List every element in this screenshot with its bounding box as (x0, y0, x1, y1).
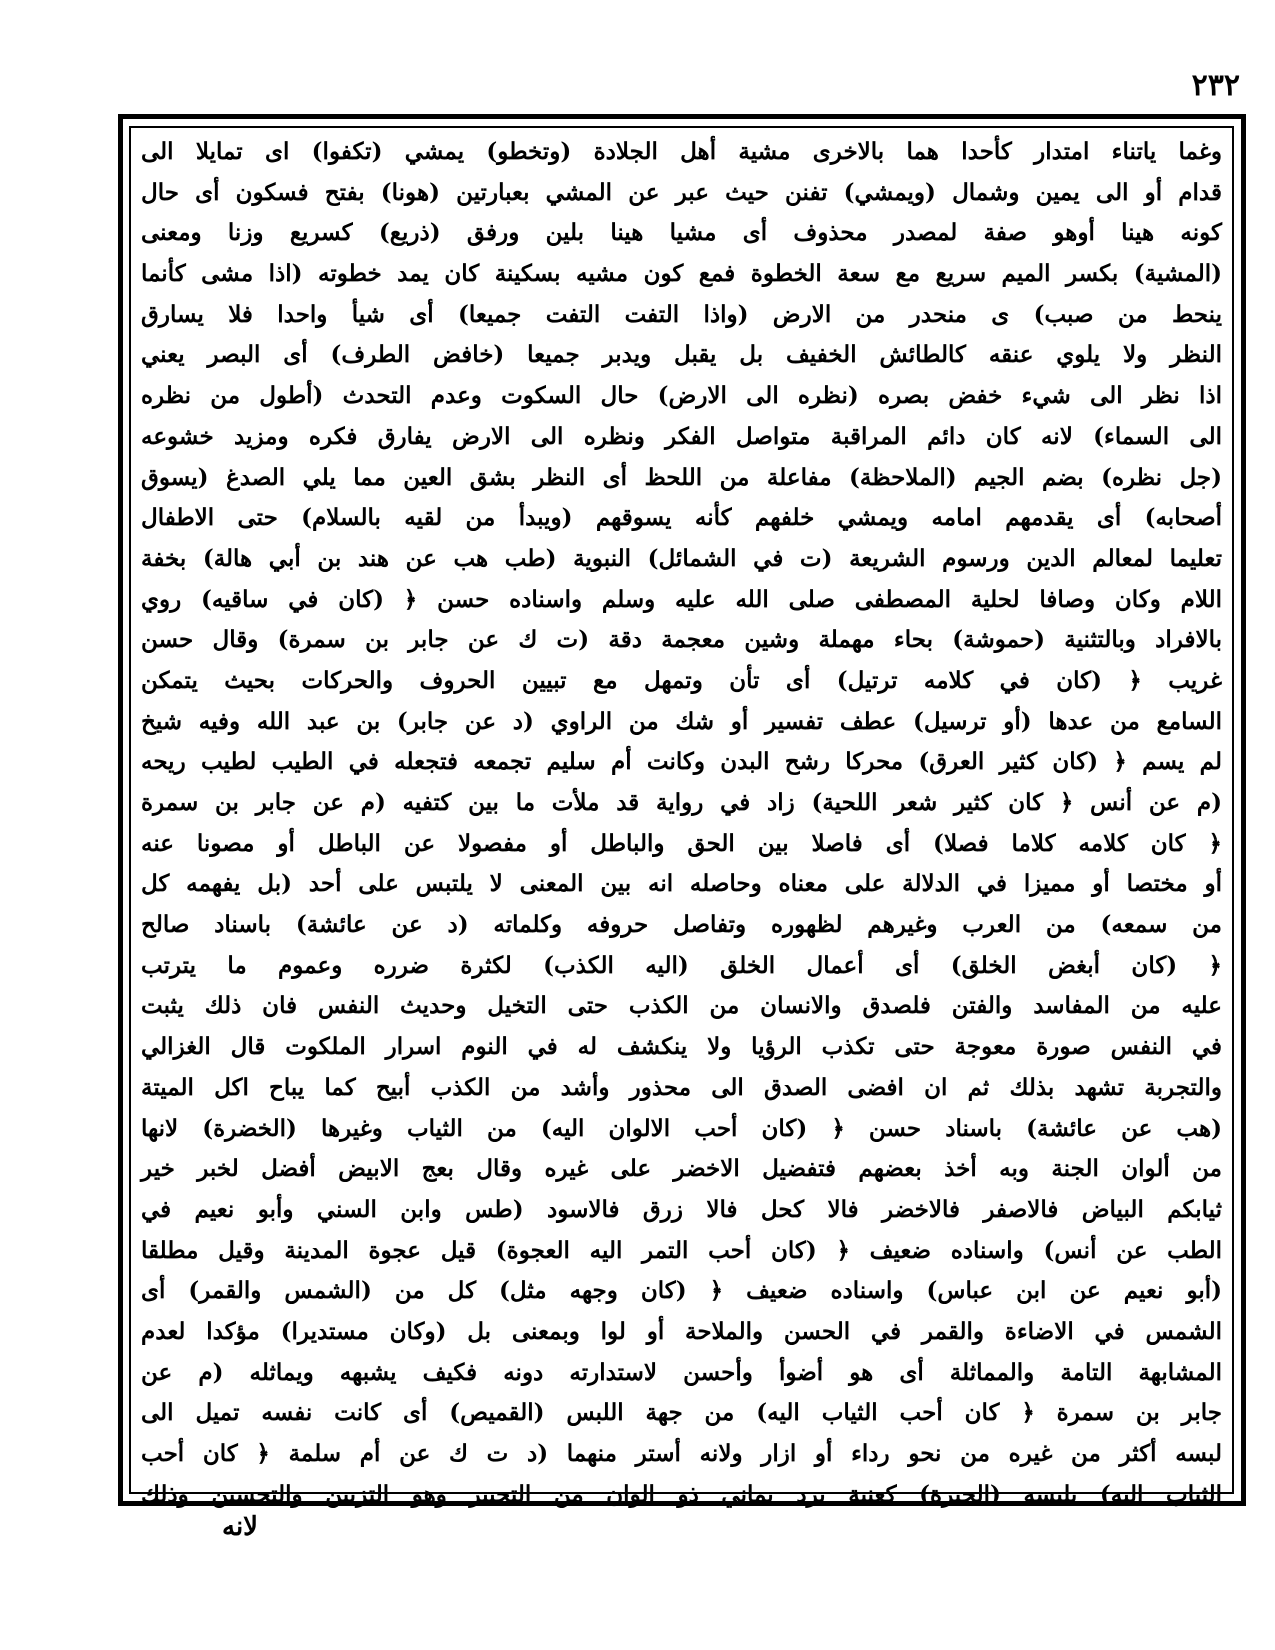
text-line: (جل نظره) بضم الجيم (الملاحظة) مفاعلة من اللحظ أى النظر بشق العين مما يلي الصدغ (يسوق (141, 463, 1222, 491)
text-line: الى السماء) لانه كان دائم المراقبة متواصل الفكر ونظره الى الارض يفارق فكره ومزيد خشوعه (141, 422, 1222, 450)
text-line: النظر ولا يلوي عنقه كالطائش الخفيف بل يقبل ويدبر جميعا (خافض الطرف) أى البصر يعني (141, 341, 1222, 369)
text-line: ﴿ (كان أبغض الخلق) أى أعمال الخلق (اليه الكذب) لكثرة ضرره وعموم ما يترتب (141, 951, 1222, 979)
text-block (129, 126, 1234, 1508)
text-line: الشمس في الاضاءة والقمر في الحسن والملاحة أو لوا وبمعنى بل (وكان مستديرا) مؤكدا لعدم (141, 1317, 1222, 1345)
text-line: وغما ياتناء امتدار كأحدا هما بالاخرى مشية أهل الجلادة (وتخطو) يمشي (تكفوا) اى تمايلا الى (141, 138, 1222, 165)
text-line: الثياب اليه) يلبسه (الحبرة) كعنبة برد يماني ذو الوان من التحبير وهو التزيين والتحسين وذلك (141, 1480, 1222, 1508)
page-number: ٢٣٢ (1191, 68, 1240, 103)
text-line: اللام وكان وصافا لحلية المصطفى صلى الله عليه وسلم واسناده حسن ﴿ (كان في ساقيه) روي (141, 585, 1222, 613)
text-line: من ألوان الجنة وبه أخذ بعضهم فتفضيل الاخضر على غيره وقال بعج الابيض أفضل لخبر خير (141, 1155, 1222, 1183)
text-line: تعليما لمعالم الدين ورسوم الشريعة (ت في الشمائل) النبوية (طب هب عن هند بن أبي هالة) بخفة (141, 544, 1222, 572)
text-line: ﴿ كان كلامه كلاما فصلا) أى فاصلا بين الحق والباطل أو مفصولا عن الباطل أو مصونا عنه (141, 829, 1222, 857)
text-line: من سمعه) من العرب وغيرهم لظهوره وتفاصل حروفه وكلماته (د عن عائشة) باسناد صالح (141, 911, 1222, 939)
text-line: (المشية) بكسر الميم سريع مع سعة الخطوة فمع كون مشيه بسكينة كان يمد خطوته (اذا مشى كأنما (141, 260, 1222, 288)
text-line: غريب ﴿ (كان في كلامه ترتيل) أى تأن وتمهل مع تبيين الحروف والحركات بحيث يتمكن (141, 666, 1222, 694)
text-line: لبسه أكثر من غيره من نحو رداء أو ازار ولانه أستر منهما (د ت ك عن أم سلمة ﴿ كان أحب (141, 1440, 1222, 1467)
text-line: جابر بن سمرة ﴿ كان أحب الثياب اليه) من جهة اللبس (القميص) أى كانت نفسه تميل الى (141, 1399, 1222, 1427)
text-line: ثيابكم البياض فالاصفر فالاخضر فالا كحل فالا زرق فالاسود (طس وابن السني وأبو نعيم في (141, 1195, 1222, 1223)
text-line: (م عن أنس ﴿ كان كثير شعر اللحية) زاد في رواية قد ملأت ما بين كتفيه (م عن جابر بن سمرة (141, 789, 1222, 816)
text-line: (هب عن عائشة) باسناد حسن ﴿ (كان أحب الالوان اليه) من الثياب وغيرها (الخضرة) لانها (141, 1114, 1223, 1142)
text-line: كونه هينا أوهو صفة لمصدر محذوف أى مشيا هينا بلين ورفق (ذريع) كسريع وزنا ومعنى (141, 219, 1222, 247)
text-line: والتجربة تشهد بذلك ثم ان افضى الصدق الى محذور وأشد من الكذب أبيح كما يباح اكل الميتة (141, 1073, 1222, 1101)
text-line: السامع من عدها (أو ترسيل) عطف تفسير أو شك من الراوي (د عن جابر) بن عبد الله وفيه شيخ (141, 707, 1222, 735)
body-text (141, 132, 1222, 1515)
text-line: بالافراد وبالتثنية (حموشة) بحاء مهملة وشين معجمة دقة (ت ك عن جابر بن سمرة) وقال حسن (141, 626, 1222, 654)
text-line: في النفس صورة معوجة حتى تكذب الرؤيا ولا ينكشف له في النوم اسرار الملكوت قال الغزالي (141, 1033, 1222, 1061)
catchword: لانه (222, 1512, 259, 1542)
text-line: الطب عن أنس) واسناده ضعيف ﴿ (كان أحب التمر اليه العجوة) قيل عجوة المدينة وقيل مطلقا (141, 1236, 1222, 1264)
text-line: أصحابه) أى يقدمهم امامه ويمشي خلفهم كأنه يسوقهم (ويبدأ من لقيه بالسلام) حتى الاطفال (141, 504, 1222, 532)
text-line: لم يسم ﴿ (كان كثير العرق) محركا رشح البدن وكانت أم سليم تجمعه فتجعله في الطيب لطيب ريحه (141, 748, 1222, 776)
text-line: أو مختصا أو مميزا في الدلالة على معناه وحاصله انه بين المعنى لا يلتبس على أحد (بل يفهمه كل (141, 870, 1222, 898)
text-line: عليه من المفاسد والفتن فلصدق والانسان من الكذب حتى التخيل وحديث النفس فان ذلك يثبت (141, 992, 1223, 1020)
text-line: ينحط من صبب) ى منحدر من الارض (واذا التفت التفت جميعا) أى شيأ واحدا فلا يسارق (141, 300, 1222, 328)
text-line: اذا نظر الى شيء خفض بصره (نظره الى الارض) حال السكوت وعدم التحدث (أطول من نظره (141, 382, 1222, 410)
text-line: المشابهة التامة والمماثلة أى هو أضوأ وأحسن لاستدارته دونه فكيف يشبهه ويماثله (م عن (141, 1358, 1222, 1386)
text-line: (أبو نعيم عن ابن عباس) واسناده ضعيف ﴿ (كان وجهه مثل) كل من (الشمس والقمر) أى (141, 1277, 1222, 1305)
text-line: قدام أو الى يمين وشمال (ويمشي) تفنن حيث عبر عن المشي بعبارتين (هونا) بفتح فسكون أى حال (141, 178, 1222, 206)
